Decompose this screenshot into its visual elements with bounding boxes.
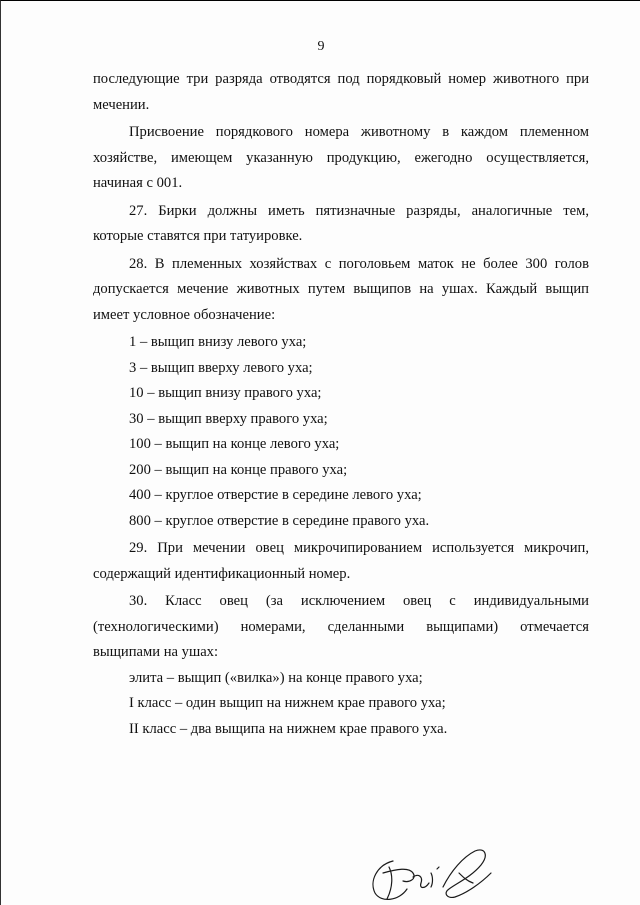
handwritten-signature bbox=[363, 843, 503, 905]
paragraph-29: 29. При мечении овец микрочипированием используется микрочип, содержащий идентификационный номер. bbox=[93, 540, 589, 582]
paragraph-serial-number: Присвоение порядкового номера животному в каждом племенном хозяйстве, имеющем указанную продукцию, ежегодно осуществляется, начиная с 001. bbox=[93, 124, 589, 191]
list-item: 1 – выщип внизу левого уха; bbox=[129, 334, 307, 350]
list-item: I класс – один выщип на нижнем крае правого уха; bbox=[129, 695, 446, 711]
paragraph-30: 30. Класс овец (за исключением овец с индивидуальными (технологическими) номерами, сделанными выщипами) отмечается bbox=[93, 593, 589, 635]
paragraph-27: 27. Бирки должны иметь пятизначные разряды, аналогичные тем, которые ставятся при татуировке. bbox=[93, 202, 589, 244]
list-item: 800 – круглое отверстие в середине правого уха. bbox=[129, 512, 430, 529]
list-item: элита – выщип («вилка») на конце правого уха; bbox=[129, 669, 423, 686]
paragraph-continuation: последующие три разряда отводятся под порядковый номер животного при мечении. bbox=[93, 71, 589, 113]
list-item: 3 – выщип вверху левого уха; bbox=[129, 359, 313, 376]
paragraph-28: 28. В племенных хозяйствах с поголовьем маток не более 300 голов допускается мечение животных путем выщипов на ушах. Каждый выщип имеет условное обозначение: bbox=[93, 255, 589, 323]
list-item: 200 – выщип на конце правого уха; bbox=[129, 461, 348, 478]
document-body bbox=[93, 67, 589, 742]
list-item: 30 – выщип вверху правого уха; bbox=[129, 410, 328, 427]
paragraph-30-end: выщипами на ушах: bbox=[93, 644, 219, 660]
notch-code-list bbox=[93, 330, 589, 534]
list-item: II класс – два выщипа на нижнем крае правого уха. bbox=[129, 720, 448, 737]
class-mark-list bbox=[93, 666, 589, 743]
list-item: 400 – круглое отверстие в середине левого уха; bbox=[129, 487, 422, 503]
page-number: 9 bbox=[317, 39, 325, 54]
list-item: 100 – выщип на конце левого уха; bbox=[129, 436, 340, 452]
list-item: 10 – выщип внизу правого уха; bbox=[129, 385, 322, 401]
